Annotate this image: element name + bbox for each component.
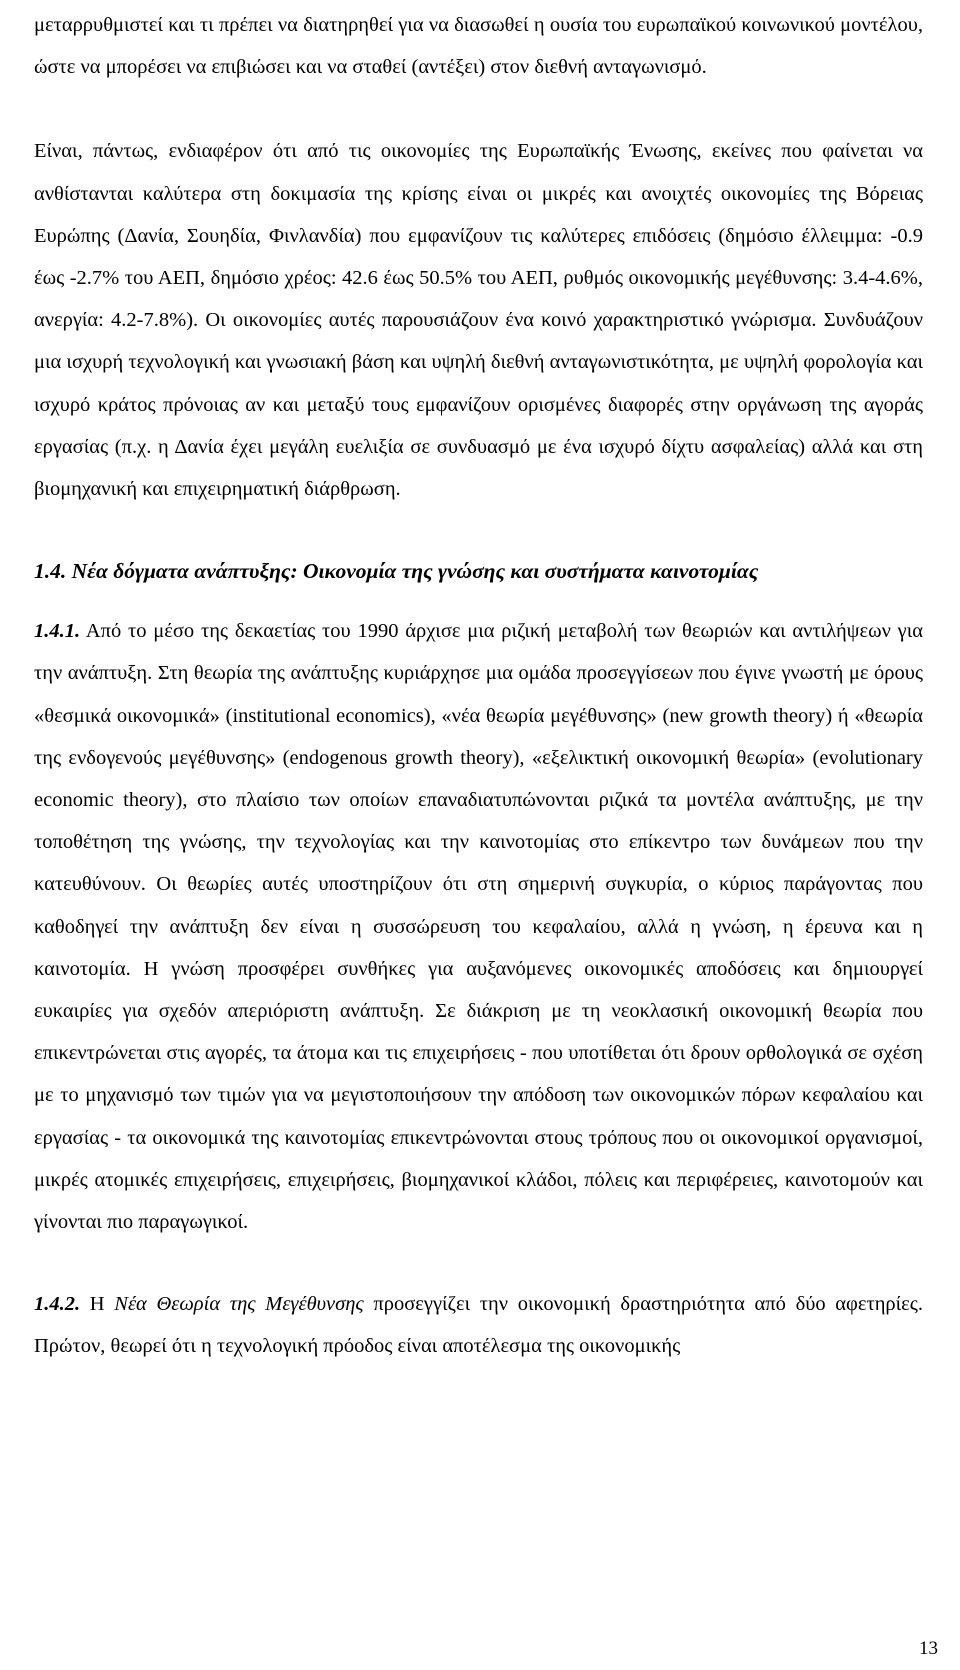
main-paragraph: Είναι, πάντως, ενδιαφέρον ότι από τις οικονομίες της Ευρωπαϊκής Ένωσης, εκείνες που φαίνεται να ανθίστανται καλύτερα στη δοκιμασία της κρίσης είναι οι μικρές και ανοιχτές οικονομίες της Βόρειας Ευρώπης (Δανία, Σουηδία, Φινλανδία) που εμφανίζουν τις καλύτερες επιδόσεις (δημόσιο έλλειμμα: -0.9 έως -2.7% του ΑΕΠ, δημόσιο χρέος: 42.6 έως 50.5% του ΑΕΠ, ρυθμός οικονομικής μεγέθυνσης: 3.4-4.6%, ανεργία: 4.2-7.8%). Οι οικονομίες αυτές παρουσιάζουν ένα κοινό χαρακτηριστικό γνώρισμα. Συνδυάζουν μια ισχυρή τεχνολογική και γνωσιακή βάση και υψηλή διεθνή ανταγωνιστικότητα, με υψηλή φορολογία και ισχυρό κράτος πρόνοιας αν και μεταξύ τους εμφανίζουν ορισμένες διαφορές στην οργάνωση της αγοράς εργασίας (π.χ. η Δανία έχει μεγάλη ευελιξία σε συνδυασμό με ένα ισχυρό δίχτυ ασφαλείας) αλλά και στη βιομηχανική και επιχειρηματική διάρθρωση.	[34, 140, 923, 501]
document-page	[34, 4, 923, 1368]
intro-paragraph: μεταρρυθμιστεί και τι πρέπει να διατηρηθεί για να διασωθεί η ουσία του ευρωπαϊκού κοινωνικού μοντέλου, ώστε να μπορέσει να επιβιώσει και να σταθεί (αντέξει) στον διεθνή ανταγωνισμό.	[34, 14, 923, 79]
page-number: 13	[919, 1638, 938, 1659]
subsection-1-paragraph	[34, 610, 923, 1243]
section-number: 1.4.	[34, 559, 67, 584]
subsection-2-italic-term: Νέα Θεωρία της Μεγέθυνσης	[114, 1293, 364, 1316]
section-title: Νέα δόγματα ανάπτυξης: Οικονομία της γνώσης και συστήματα καινοτομίας	[71, 559, 759, 584]
subsection-1-text: Από το μέσο της δεκαετίας του 1990 άρχισε μια ριζική μεταβολή των θεωριών και αντιλήψεων για την ανάπτυξη. Στη θεωρία της ανάπτυξης κυριάρχησε μια ομάδα προσεγγίσεων που έγινε γνωστή με όρους «θεσμικά οικονομικά» (institutional economics), «νέα θεωρία μεγέθυνσης» (new growth theory) ή «θεωρία της ενδογενούς μεγέθυνσης» (endogenous growth theory), «εξελικτική οικονομική θεωρία» (evolutionary economic theory), στο πλαίσιο των οποίων επαναδιατυπώνονται ριζικά τα μοντέλα ανάπτυξης, με την τοποθέτηση της γνώσης, την τεχνολογίας και την καινοτομίας στο επίκεντρο των δυνάμεων που την κατευθύνουν. Οι θεωρίες αυτές υποστηρίζουν ότι στη σημερινή συγκυρία, ο κύριος παράγοντας που καθοδηγεί την ανάπτυξη δεν είναι η συσσώρευση του κεφαλαίου, αλλά η γνώση, η έρευνα και η καινοτομία. Η γνώση προσφέρει συνθήκες για αυξανόμενες οικονομικές αποδόσεις και δημιουργεί ευκαιρίες για σχεδόν απεριόριστη ανάπτυξη. Σε διάκριση με τη νεοκλασική οικονομική θεωρία που επικεντρώνεται στις αγορές, τα άτομα και τις επιχειρήσεις - που υποτίθεται ότι δρουν ορθολογικά σε σχέση με το μηχανισμό των τιμών για να μεγιστοποιήσουν την απόδοση των οικονομικών πόρων κεφαλαίου και εργασίας - τα οικονομικά της καινοτομίας επικεντρώνονται στους τρόπους που οι οικονομικοί οργανισμοί, μικρές ατομικές επιχειρήσεις, επιχειρήσεις, βιομηχανικοί κλάδοι, πόλεις και περιφέρειες, καινοτομούν και γίνονται πιο παραγωγικοί.	[34, 620, 923, 1234]
section-heading	[34, 552, 923, 590]
subsection-2-number: 1.4.2.	[34, 1293, 81, 1316]
subsection-2-paragraph	[34, 1283, 923, 1367]
subsection-2-lead: Η	[89, 1293, 105, 1316]
subsection-2-text: προσεγγίζει την οικονομική δραστηριότητα από δύο αφετηρίες. Πρώτον, θεωρεί ότι η τεχνολογική πρόοδος είναι αποτέλεσμα της οικονομικής	[34, 1293, 924, 1358]
subsection-1-number: 1.4.1.	[34, 620, 81, 643]
